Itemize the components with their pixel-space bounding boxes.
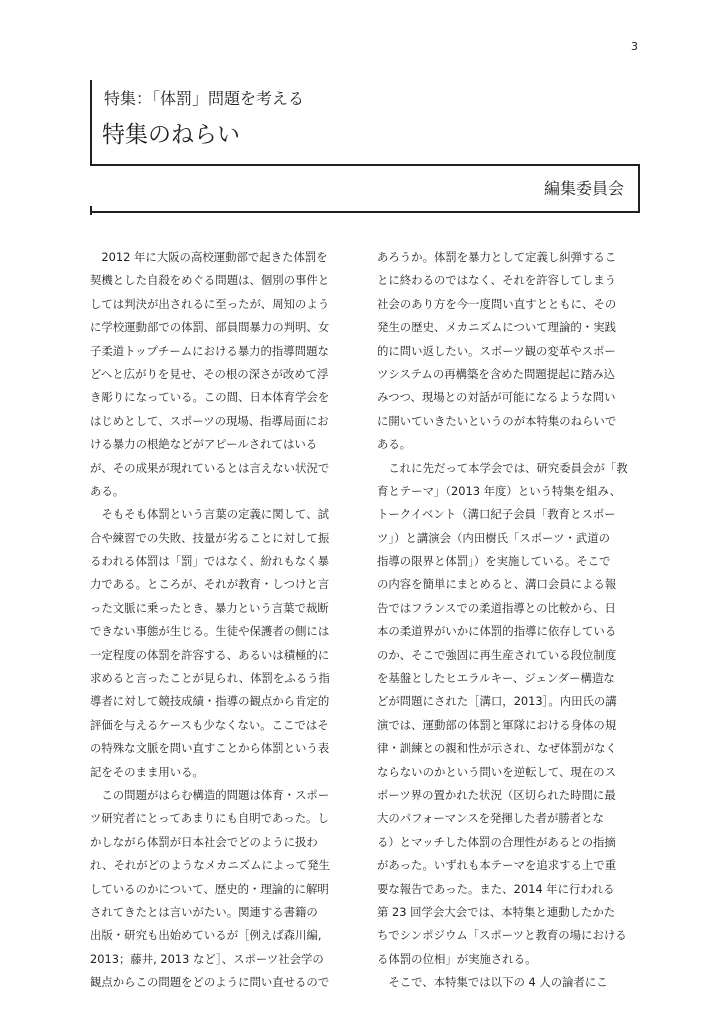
text-line: ける暴力の根絶などがアピールされてはいる: [90, 437, 318, 452]
text-line: 律・訓練との親和性が示され、なぜ体罰がなく: [377, 741, 617, 756]
text-line: 指導の限界と体罰」）を実施している。そこで: [377, 554, 611, 569]
text-line: 観点からこの問題をどのように問い直せるので: [90, 975, 330, 990]
header-bottom-rule: [90, 211, 640, 213]
text-line: この問題がはらむ構造的問題は体育・スポー: [90, 787, 330, 802]
text-line: できない事態が生じる。生徒や保護者の側には: [90, 624, 330, 639]
text-line: みつつ、現場との対話が可能になるような問い: [377, 390, 616, 405]
text-line: ツ」）と講演会（内田樹氏「スポーツ・武道の: [377, 530, 611, 545]
text-line: の特殊な文脈を問い直すことから体罰という表: [90, 741, 330, 756]
text-line: ツシステムの再構築を含めた問題提起に踏み込: [377, 366, 616, 381]
text-column-left: [90, 246, 352, 995]
text-line: 第 23 回学会大会では、本特集と連動したかた: [377, 904, 616, 919]
header-right-rule: [638, 164, 640, 212]
text-line: った文脈に乗ったとき、暴力という言葉で裁断: [90, 600, 329, 615]
text-line: どが問題にされた［溝口，2013］。内田氏の講: [377, 694, 617, 709]
text-line: ならないのかという問いを逆転して、現在のス: [377, 764, 616, 779]
text-line: れ、それがどのようなメカニズムによって発生: [90, 858, 330, 873]
text-line: はじめとして、スポーツの現場、指導局面にお: [90, 413, 329, 428]
text-line: 力である。ところが、それが教育・しつけと言: [90, 577, 330, 592]
author-name: 編集委員会: [543, 179, 624, 198]
text-line: 的に問い返したい。スポーツ観の変革やスポー: [377, 343, 616, 358]
text-line: 契機とした自殺をめぐる問題は、個別の事件と: [90, 273, 330, 288]
text-column-right: [377, 246, 639, 995]
text-line: 発生の歴史、メカニズムについて理論的・実践: [377, 320, 616, 335]
text-line: き彫りになっている。この間、日本体育学会を: [90, 390, 330, 405]
text-line: しては判決が出されるに至ったが、周知のよう: [90, 296, 330, 311]
text-line: されてきたとは言いがたい。関連する書籍の: [90, 904, 318, 919]
text-line: 社会のあり方を今一度問い直すとともに、その: [377, 296, 617, 311]
feature-header: [90, 76, 640, 214]
text-line: 出版・研究も出始めているが［例えば森川編,: [90, 928, 322, 943]
text-line: そこで、本特集では以下の 4 人の論者にこ: [377, 975, 608, 990]
text-line: 演では、運動部の体罰と軍隊における身体の規: [377, 717, 617, 732]
text-line: ある。: [377, 437, 412, 452]
text-line: ツ研究者にとってあまりにも自明であった。し: [90, 811, 329, 826]
text-line: 2012 年に大阪の高校運動部で起きた体罰を: [90, 250, 328, 264]
header-bottom-tick: [90, 206, 92, 215]
text-line: 評価を与えるケースも少なくない。ここではそ: [90, 717, 329, 732]
text-line: そもそも体罰という言葉の定義に関して、試: [90, 507, 329, 522]
text-line: 記をそのまま用いる。: [90, 764, 204, 779]
text-line: どへと広がりを見せ、その根の深さが改めて浮: [90, 366, 329, 381]
text-line: る体罰の位相」が実施される。: [377, 951, 537, 966]
text-line: に学校運動部での体罰、部員間暴力の判明、女: [90, 320, 330, 335]
text-line: 合や練習での失敗、技量が劣ることに対して振: [90, 530, 330, 545]
text-line: 一定程度の体罰を許容する、あるいは積極的に: [90, 647, 330, 662]
text-line: 育とテーマ」（2013 年度）という特集を組み、: [377, 483, 622, 498]
text-line: ポーツ界の置かれた状況（区切られた時間に最: [377, 787, 616, 802]
text-line: 求めると言ったことが見られ、体罰をふるう指: [90, 671, 330, 686]
feature-title: 特集のねらい: [102, 122, 240, 148]
page-number: 3: [631, 40, 638, 53]
text-line: ちでシンポジウム「スポーツと教育の場における: [377, 928, 627, 943]
feature-subtitle: 特集：「体罰」問題を考える: [104, 89, 305, 108]
text-line: 導者に対して競技成績・指導の観点から肯定的: [90, 694, 330, 709]
text-line: 本の柔道界がいかに体罰的指導に依存している: [377, 624, 617, 639]
text-line: があった。いずれも本テーマを追求する上で重: [377, 858, 617, 873]
text-line: 告ではフランスでの柔道指導との比較から、日: [377, 600, 616, 615]
text-line: が、その成果が現れているとは言えない状況で: [90, 460, 330, 475]
text-line: かしながら体罰が日本社会でどのように扱わ: [90, 834, 318, 849]
text-line: あろうか。体罰を暴力として定義し糾弾するこ: [377, 250, 617, 264]
text-line: のか、そこで強固に再生産されている段位制度: [377, 647, 617, 662]
text-line: トークイベント（溝口紀子会員「教育とスポー: [377, 507, 616, 522]
text-line: 2013；藤井, 2013 など］、スポーツ社会学の: [90, 951, 324, 966]
header-left-rule: [90, 80, 92, 166]
text-line: 要な報告であった。また、2014 年に行われる: [377, 881, 615, 896]
text-line: を基盤としたヒエラルキー、ジェンダー構造な: [377, 671, 615, 686]
text-line: 子柔道トップチームにおける暴力的指導問題な: [90, 343, 329, 358]
text-line: とに終わるのではなく、それを許容してしまう: [377, 273, 616, 288]
header-middle-rule: [90, 164, 640, 166]
text-line: の内容を簡単にまとめると、溝口会員による報: [377, 577, 617, 592]
text-line: ある。: [90, 483, 125, 498]
text-line: るわれる体罰は「罰」ではなく、紛れもなく暴: [90, 554, 329, 569]
text-line: に開いていきたいというのが本特集のねらいで: [377, 413, 617, 428]
text-line: 大のパフォーマンスを発揮した者が勝者とな: [377, 811, 604, 826]
text-line: しているのかについて、歴史的・理論的に解明: [90, 881, 329, 896]
text-line: る）とマッチした体罰の合理性があるとの指摘: [377, 834, 616, 849]
text-line: これに先だって本学会では、研究委員会が「教: [377, 460, 628, 475]
